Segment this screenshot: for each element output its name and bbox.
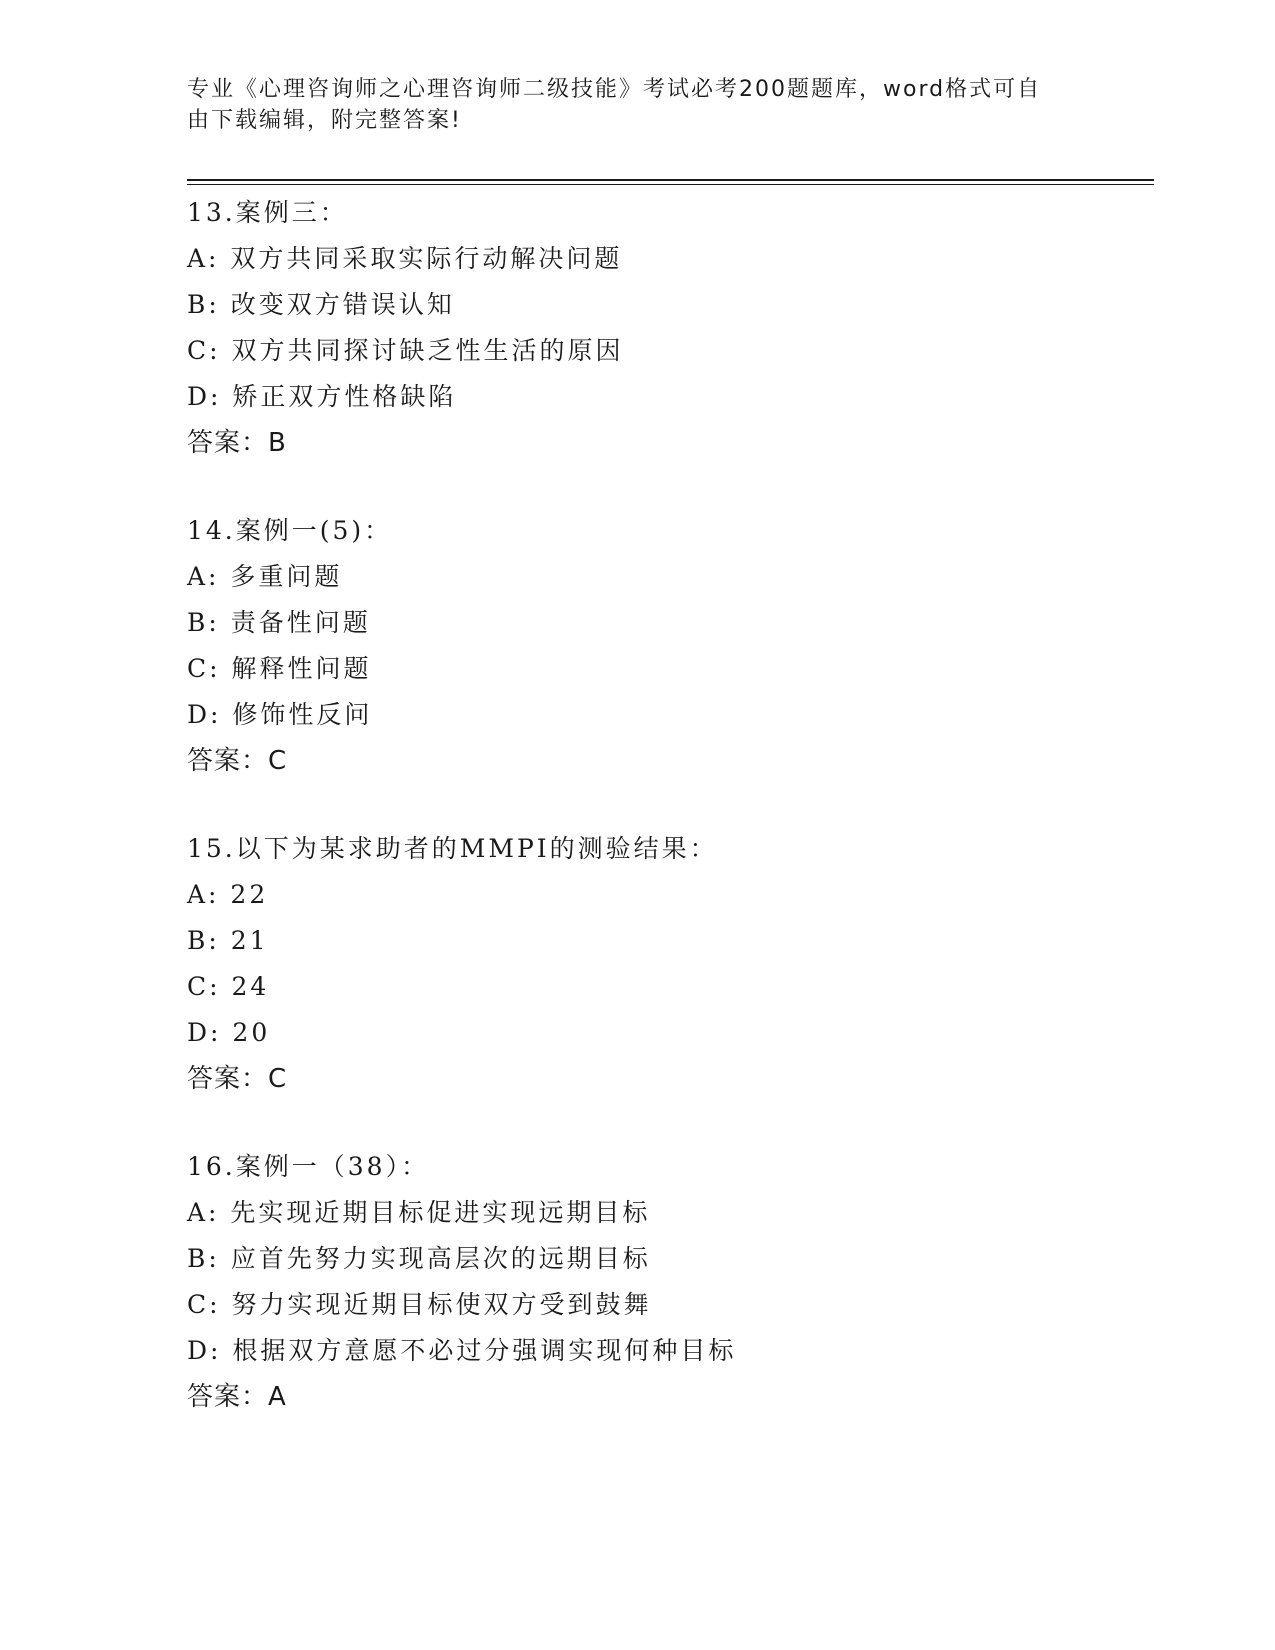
intro-line-2: 由下载编辑，附完整答案! [187, 108, 462, 133]
question-stem: 13.案例三： [187, 198, 348, 227]
option-b: B: 应首先努力实现高层次的远期目标 [187, 1244, 651, 1273]
answer-line: 答案：B [187, 428, 287, 458]
option-b: B: 改变双方错误认知 [187, 290, 455, 319]
option-b: B: 21 [187, 926, 269, 955]
option-a: A: 双方共同采取实际行动解决问题 [187, 244, 623, 273]
answer-line: 答案：C [187, 746, 288, 776]
answer-line: 答案：A [187, 1382, 287, 1412]
question-stem: 16.案例一（38）： [187, 1152, 430, 1181]
option-c: C: 双方共同探讨缺乏性生活的原因 [187, 336, 624, 365]
option-c: C: 24 [187, 972, 270, 1001]
option-a: A: 先实现近期目标促进实现远期目标 [187, 1198, 651, 1227]
option-a: A: 多重问题 [187, 562, 343, 591]
question-13 [187, 190, 1147, 466]
option-d: D: 20 [187, 1018, 271, 1047]
document-intro [187, 74, 1067, 136]
option-d: D: 修饰性反问 [187, 700, 373, 729]
option-c: C: 解释性问题 [187, 654, 372, 683]
question-stem: 14.案例一(5)： [187, 516, 393, 545]
answer-line: 答案：C [187, 1064, 288, 1094]
option-c: C: 努力实现近期目标使双方受到鼓舞 [187, 1290, 652, 1319]
option-d: D: 根据双方意愿不必过分强调实现何种目标 [187, 1336, 737, 1365]
question-16 [187, 1144, 1147, 1420]
question-list [187, 190, 1147, 1462]
question-14 [187, 508, 1147, 784]
option-b: B: 责备性问题 [187, 608, 371, 637]
option-a: A: 22 [187, 880, 269, 909]
intro-line-1: 专业《心理咨询师之心理咨询师二级技能》考试必考200题题库，word格式可自 [187, 77, 1042, 102]
question-15 [187, 826, 1147, 1102]
question-stem: 15.以下为某求助者的MMPI的测验结果： [187, 834, 718, 863]
option-d: D: 矫正双方性格缺陷 [187, 382, 457, 411]
header-divider-thin [187, 184, 1154, 185]
header-divider-thick [187, 179, 1154, 181]
